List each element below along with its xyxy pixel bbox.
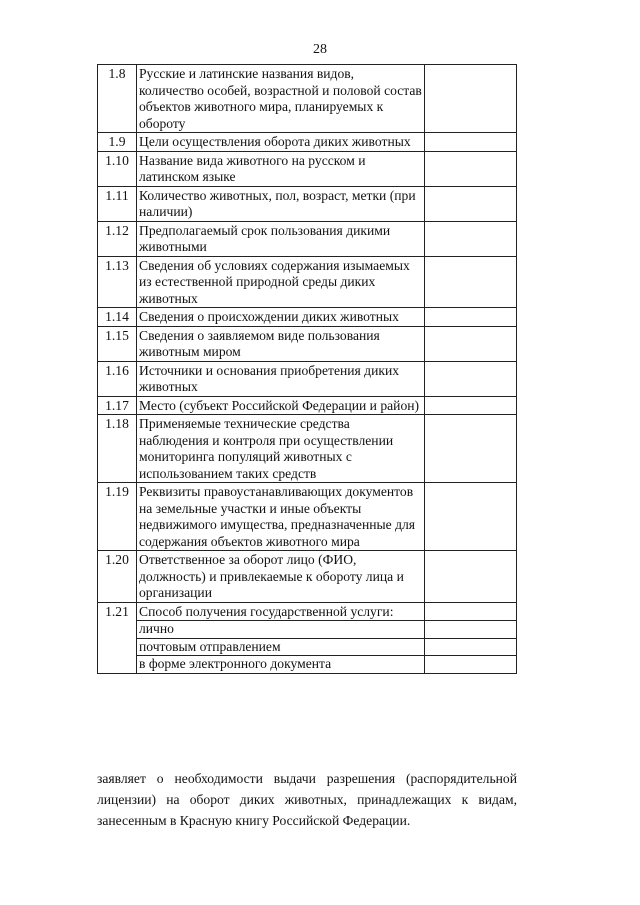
- row-number: 1.11: [98, 186, 137, 221]
- row-number: 1.9: [98, 133, 137, 152]
- form-row: [98, 151, 517, 186]
- closing-statement: заявляет о необходимости выдачи разрешения (распорядительной лицензии) на оборот диких животных, принадлежащих к видам, занесенным в Красную книгу Российской Федерации.: [97, 771, 517, 828]
- service-method-option: почтовым отправлением: [137, 638, 425, 656]
- page-number: 28: [313, 42, 327, 57]
- row-number: 1.8: [98, 65, 137, 133]
- form-row: [98, 256, 517, 308]
- form-row: [98, 551, 517, 603]
- row-number: 1.10: [98, 151, 137, 186]
- service-method-option-mark[interactable]: [425, 638, 517, 656]
- service-method-option: в форме электронного документа: [137, 656, 425, 674]
- form-row: [98, 415, 517, 483]
- service-method-label: Способ получения государственной услуги:: [137, 602, 425, 621]
- form-row: [98, 133, 517, 152]
- row-label: Название вида животного на русском и латинском языке: [137, 151, 425, 186]
- row-number: 1.12: [98, 221, 137, 256]
- row-number: 1.21: [98, 602, 137, 673]
- row-label: Применяемые технические средства наблюдения и контроля при осуществлении мониторинга популяций животных с использованием таких средств: [137, 415, 425, 483]
- row-value-field[interactable]: [425, 326, 517, 361]
- row-label: Сведения о заявляемом виде пользования животным миром: [137, 326, 425, 361]
- row-label: Реквизиты правоустанавливающих документов на земельные участки и иные объекты недвижимого имущества, предназначенные для содержания объектов животного мира: [137, 483, 425, 551]
- row-number: 1.16: [98, 361, 137, 396]
- form-row: [98, 186, 517, 221]
- form-row: [98, 396, 517, 415]
- row-value-field[interactable]: [425, 151, 517, 186]
- row-label: Источники и основания приобретения диких животных: [137, 361, 425, 396]
- row-label: Цели осуществления оборота диких животных: [137, 133, 425, 152]
- row-value-field[interactable]: [425, 133, 517, 152]
- row-label: Предполагаемый срок пользования дикими животными: [137, 221, 425, 256]
- row-value-field[interactable]: [425, 551, 517, 603]
- row-label: Количество животных, пол, возраст, метки (при наличии): [137, 186, 425, 221]
- row-number: 1.14: [98, 308, 137, 327]
- service-method-value-field[interactable]: [425, 602, 517, 621]
- service-method-option-row: [98, 621, 517, 639]
- row-label: Место (субъект Российской Федерации и район): [137, 396, 425, 415]
- application-form-table: [97, 64, 517, 674]
- service-method-option-mark[interactable]: [425, 621, 517, 639]
- service-method-option-row: [98, 656, 517, 674]
- form-row: [98, 361, 517, 396]
- row-number: 1.17: [98, 396, 137, 415]
- row-value-field[interactable]: [425, 415, 517, 483]
- form-rows: [98, 65, 517, 674]
- form-row: [98, 326, 517, 361]
- row-number: 1.15: [98, 326, 137, 361]
- form-row: [98, 221, 517, 256]
- service-method-option-row: [98, 638, 517, 656]
- row-value-field[interactable]: [425, 483, 517, 551]
- row-label: Сведения о происхождении диких животных: [137, 308, 425, 327]
- row-value-field[interactable]: [425, 256, 517, 308]
- form-row: [98, 308, 517, 327]
- row-label: Ответственное за оборот лицо (ФИО, должность) и привлекаемые к обороту лица и организации: [137, 551, 425, 603]
- form-row: [98, 65, 517, 133]
- row-value-field[interactable]: [425, 65, 517, 133]
- form-row: [98, 483, 517, 551]
- row-value-field[interactable]: [425, 221, 517, 256]
- row-label: Русские и латинские названия видов, количество особей, возрастной и половой состав объектов животного мира, планируемых к обороту: [137, 65, 425, 133]
- row-label: Сведения об условиях содержания изымаемых из естественной природной среды диких животных: [137, 256, 425, 308]
- row-value-field[interactable]: [425, 396, 517, 415]
- row-value-field[interactable]: [425, 361, 517, 396]
- row-number: 1.20: [98, 551, 137, 603]
- service-method-option-mark[interactable]: [425, 656, 517, 674]
- service-method-option: лично: [137, 621, 425, 639]
- row-number: 1.19: [98, 483, 137, 551]
- row-value-field[interactable]: [425, 186, 517, 221]
- form-row-service-method: [98, 602, 517, 621]
- row-number: 1.18: [98, 415, 137, 483]
- row-number: 1.13: [98, 256, 137, 308]
- row-value-field[interactable]: [425, 308, 517, 327]
